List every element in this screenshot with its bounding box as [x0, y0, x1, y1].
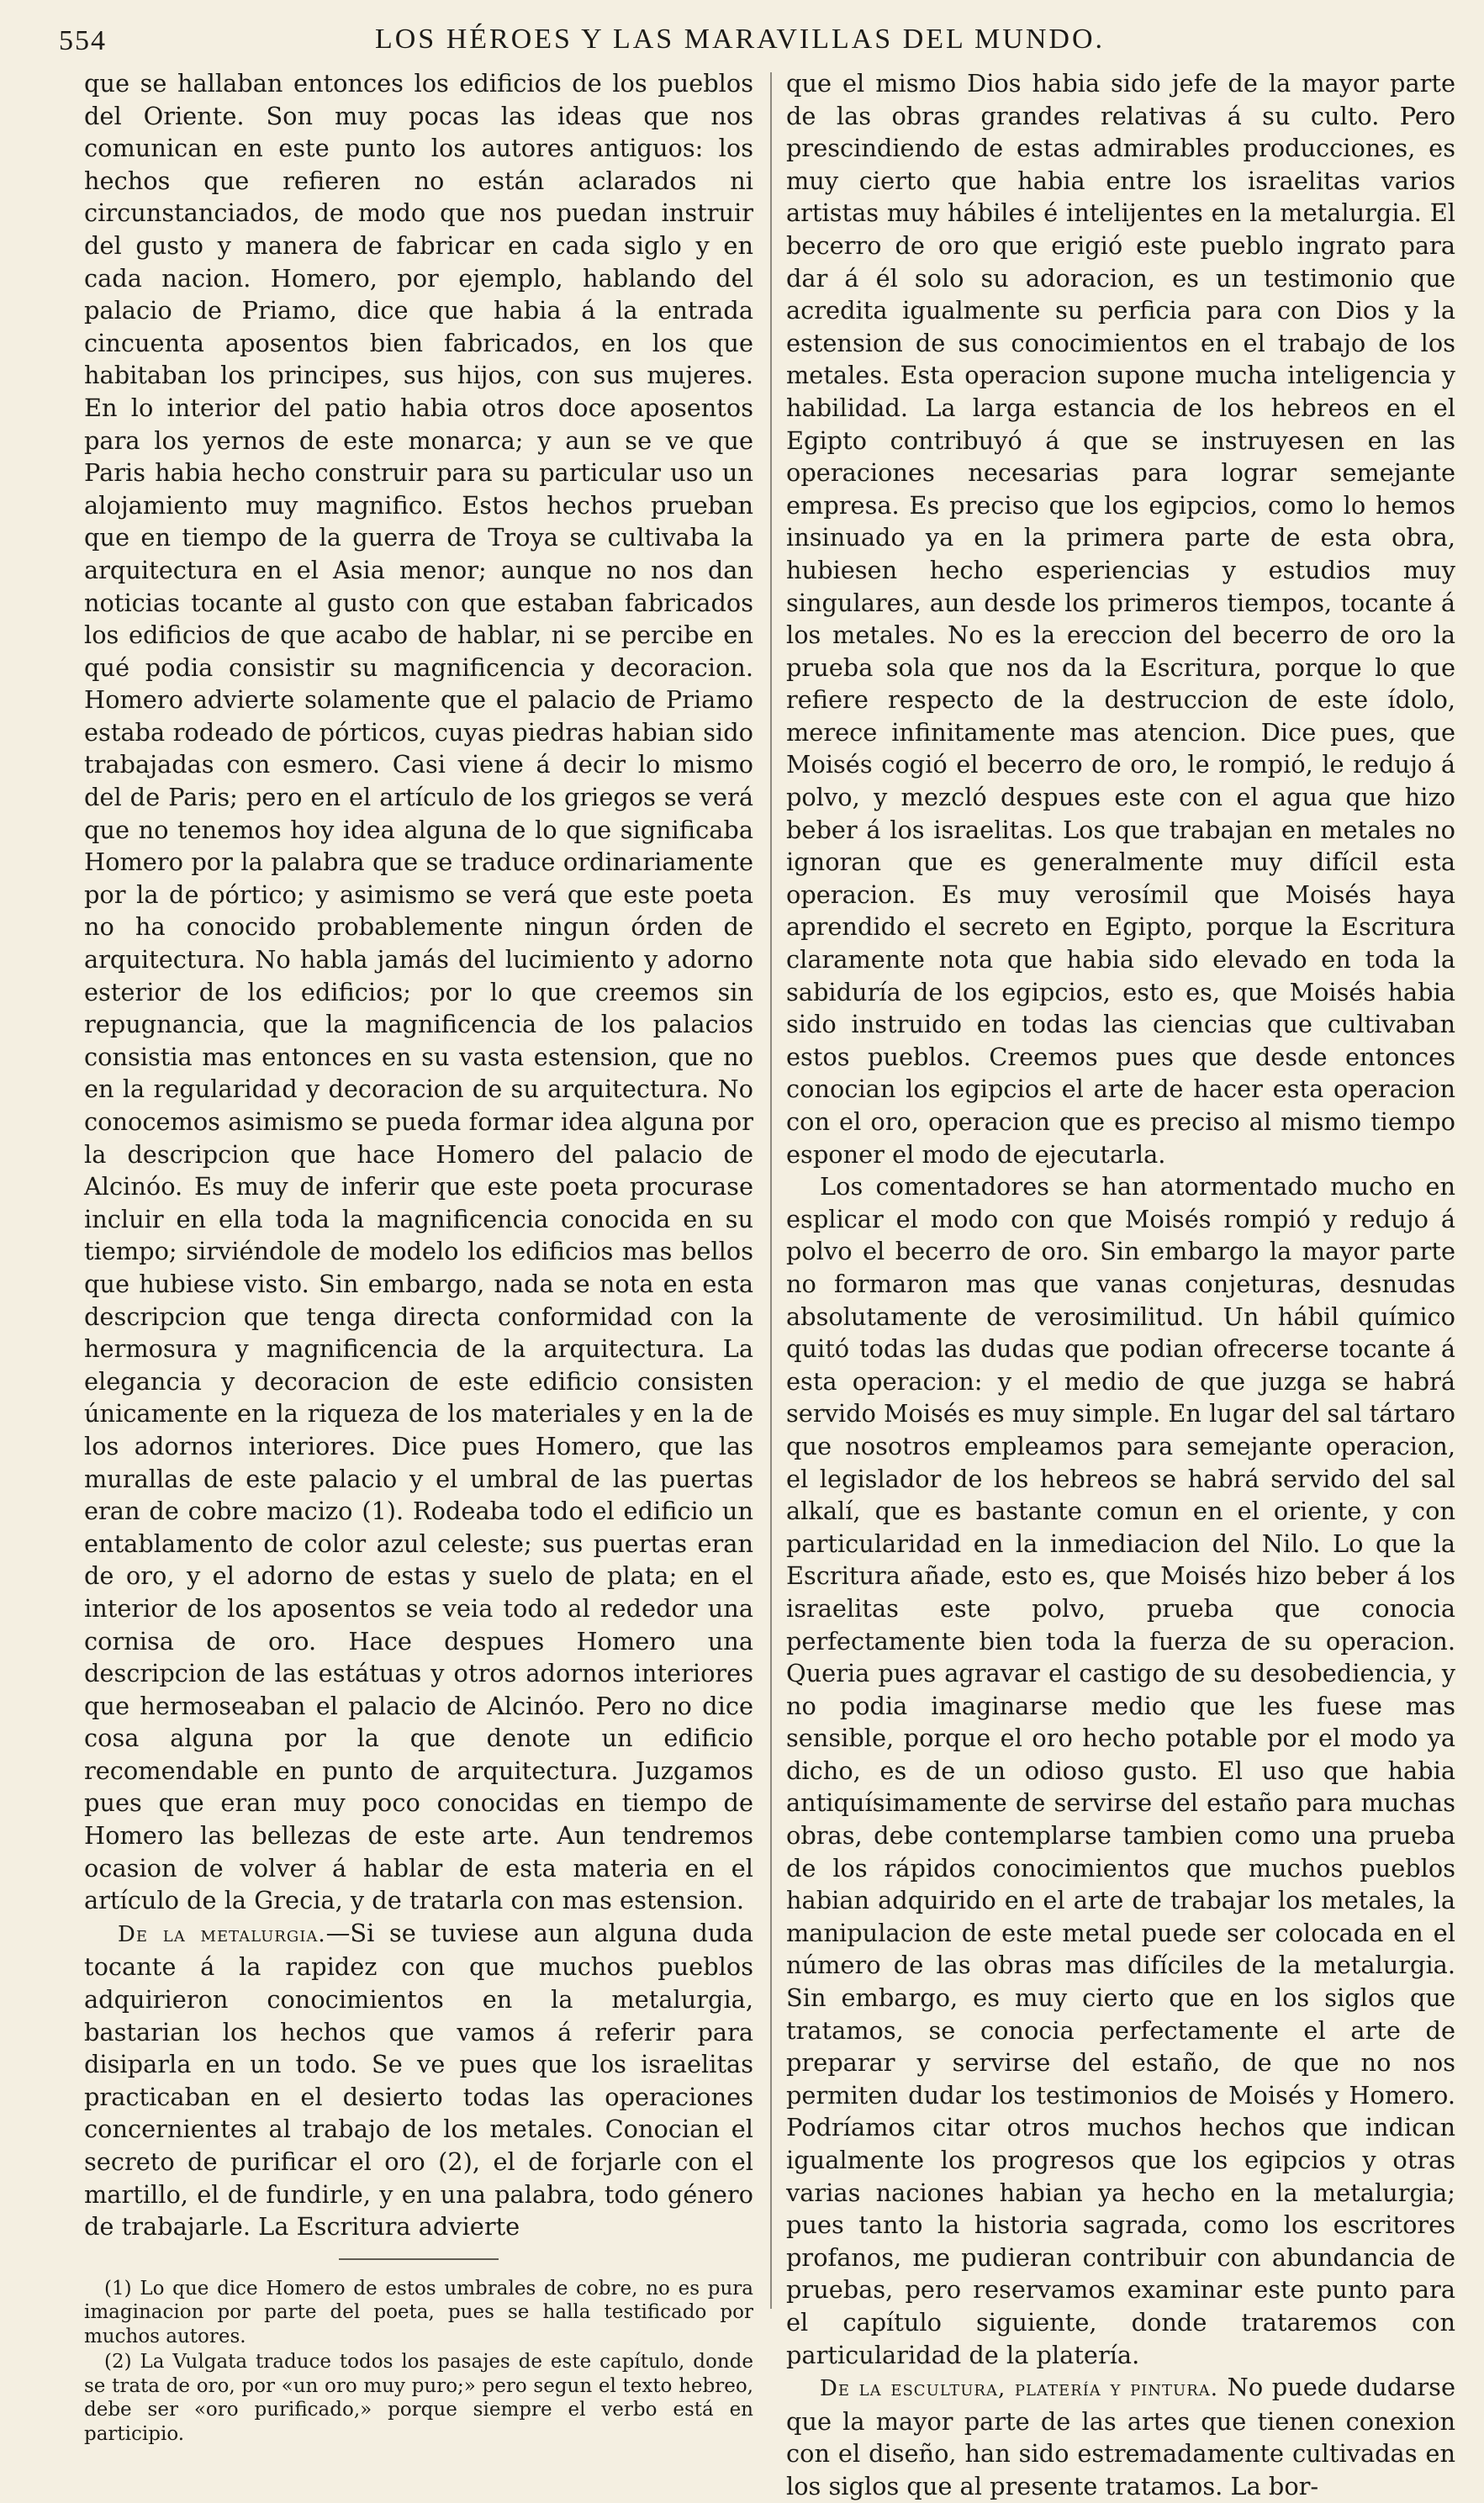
metalurgia-paragraph: [84, 1917, 753, 2243]
column-rule: [770, 72, 772, 2309]
footnote-1: (1) Lo que dice Homero de estos umbrales de cobre, no es pura imaginacion por parte del poeta, pues se halla testificado por muchos autores.: [84, 2277, 753, 2347]
right-paragraph-2: Los comentadores se han atormentado mucho en esplicar el modo con que Moisés rompió y redujo á polvo el becerro de oro. Sin embargo la mayor parte no formaron mas que vanas conjeturas, desnudas absolutamente de verosimilitud. Un hábil químico quitó todas las dudas que podian ofrecerse tocante á esta operacion: y el medio de que juzga se habrá servido Moisés es muy simple. En lugar del sal tártaro que nosotros empleamos para semejante operacion, el legislador de los hebreos se habrá servido del sal alkalí, que es bastante comun en el oriente, y con particularidad en la inmediacion del Nilo. Lo que la Escritura añade, esto es, que Moisés hizo beber á los israelitas este polvo, prueba que conocia perfectamente bien toda la fuerza de su operacion. Queria pues agravar el castigo de su desobediencia, y no podia imaginarse medio que les fuese mas sensible, porque el oro hecho potable por el modo ya dicho, es de un odioso gusto. El uso que habia antiquísimamente de servirse del estaño para muchas obras, debe contemplarse tambien como una prueba de los rápidos conocimientos que muchos pueblos habian adquirido en el arte de trabajar los metales, la manipulacion de este metal puede ser colocada en el número de las obras mas difíciles de la metalurgia. Sin embargo, es muy cierto que en los siglos que tratamos, se conocia perfectamente el arte de preparar y servirse del estaño, de que no nos permiten dudar los testimonios de Moisés y Homero. Podríamos citar otros muchos hechos que indican igualmente los progresos que los egipcios y otras varias naciones habian ya hecho en la metalurgia; pues tanto la historia sagrada, como los escritores profanos, me pudieran contribuir con abundancia de pruebas, pero reservamos examinar este punto para el capítulo siguiente, donde trataremos con particularidad de la platería.: [786, 1172, 1455, 2369]
section-head-escultura: De la escultura, platería y pintura.: [820, 2376, 1219, 2402]
escultura-text: No puede dudarse que la mayor parte de las artes que tienen conexion con el diseño, han sido estremadamente cultivadas en los siglos que al presente tratamos. La bor-: [786, 2373, 1455, 2500]
left-paragraph-1: que se hallaban entonces los edificios de los pueblos del Oriente. Son muy pocas las ideas que nos comunican en este punto los autores antiguos: los hechos que refieren no están aclarados ni circunstanciados, de modo que nos puedan instruir del gusto y manera de fabricar en cada siglo y en cada nacion. Homero, por ejemplo, hablando del palacio de Priamo, dice que habia á la entrada cincuenta aposentos bien fabricados, en los que habitaban los principes, sus hijos, con sus mujeres. En lo interior del patio habia otros doce aposentos para los yernos de este monarca; y aun se ve que Paris habia hecho construir para su particular uso un alojamiento muy magnifico. Estos hechos prueban que en tiempo de la guerra de Troya se cultivaba la arquitectura en el Asia menor; aunque no nos dan noticias tocante al gusto con que estaban fabricados los edificios de que acabo de hablar, ni se percibe en qué podia consistir su magnificencia y decoracion. Homero advierte solamente que el palacio de Priamo estaba rodeado de pórticos, cuyas piedras habian sido trabajadas con esmero. Casi viene á decir lo mismo del de Paris; pero en el artículo de los griegos se verá que no tenemos hoy idea alguna de lo que significaba Homero por la palabra que se traduce ordinariamente por la de pórtico; y asimismo se verá que este poeta no ha conocido probablemente ningun órden de arquitectura. No habla jamás del lucimiento y adorno esterior de los edificios; por lo que creemos sin repugnancia, que la magnificencia de los palacios consistia mas entonces en su vasta estension, que no en la regularidad y decoracion de su arquitectura. No conocemos asimismo se pueda formar idea alguna por la descripcion que hace Homero del palacio de Alcinóo. Es muy de inferir que este poeta procurase incluir en ella toda la magnificencia conocida en su tiempo; sirviéndole de modelo los edificios mas bellos que hubiese visto. Sin embargo, nada se nota en esta descripcion que tenga directa conformidad con la hermosura y magnificencia de la arquitectura. La elegancia y decoracion de este edificio consisten únicamente en la riqueza de los materiales y en la de los adornos interiores. Dice pues Homero, que las murallas de este palacio y el umbral de las puertas eran de cobre macizo (1). Rodeaba todo el edificio un entablamento de color azul celeste; sus puertas eran de oro, y el adorno de estas y suelo de plata; en el interior de los aposentos se veia todo al rededor una cornisa de oro. Hace despues Homero una descripcion de las estátuas y otros adornos interiores que hermoseaban el palacio de Alcinóo. Pero no dice cosa alguna por la que denote un edificio recomendable en punto de arquitectura. Juzgamos pues que eran muy poco conocidas en tiempo de Homero las bellezas de este arte. Aun tendremos ocasion de volver á hablar de esta materia en el artículo de la Grecia, y de tratarla con mas estension.: [84, 69, 753, 1915]
section-head-metalurgia: De la metalurgia.: [118, 1921, 326, 1947]
running-head: [59, 20, 1421, 62]
metalurgia-text: —Si se tuviese aun alguna duda tocante á la rapidez con que muchos pueblos adquirieron conocimientos en la metalurgia, bastarian los hechos que vamos á referir para disiparla en un todo. Se ve pues que los israelitas practicaban en el desierto todas las operaciones concernientes al trabajo de los metales. Conocian el secreto de purificar el oro (2), el de forjarle con el martillo, el de fundirle, y en una palabra, todo género de trabajarle. La Escritura advierte: [84, 1918, 753, 2242]
right-paragraph-1: que el mismo Dios habia sido jefe de la mayor parte de las obras grandes relativas á su culto. Pero prescindiendo de estas admirables producciones, es muy cierto que habia entre los israelitas varios artistas muy hábiles é intelijentes en la metalurgia. El becerro de oro que erigió este pueblo ingrato para dar á él solo su adoracion, es un testimonio que acredita igualmente su perficia para con Dios y la estension de sus conocimientos en el trabajo de los metales. Esta operacion supone mucha inteligencia y habilidad. La larga estancia de los hebreos en el Egipto contribuyó á que se instruyesen en las operaciones necesarias para lograr semejante empresa. Es preciso que los egipcios, como lo hemos insinuado ya en la primera parte de esta obra, hubiesen hecho esperiencias y estudios muy singulares, aun desde los primeros tiempos, tocante á los metales. No es la ereccion del becerro de oro la prueba sola que nos da la Escritura, porque lo que refiere respecto de la destruccion de este ídolo, merece infinitamente mas atencion. Dice pues, que Moisés cogió el becerro de oro, le rompió, le redujo á polvo, y mezcló despues este con el agua que hizo beber á los israelitas. Los que trabajan en metales no ignoran que es generalmente muy difícil esta operacion. Es muy verosímil que Moisés haya aprendido el secreto en Egipto, porque la Escritura claramente nota que habia sido elevado en toda la sabiduría de los egipcios, esto es, que Moisés habia sido instruido en todas las ciencias que cultivaban estos pueblos. Creemos pues que desde entonces conocian los egipcios el arte de hacer esta operacion con el oro, operacion que es preciso al mismo tiempo esponer el modo de ejecutarla.: [786, 69, 1455, 1169]
page-number: 554: [59, 25, 107, 56]
footnote-rule: [339, 2258, 499, 2260]
left-column: [84, 67, 753, 2445]
right-column: [786, 67, 1455, 2500]
footnotes: [84, 2277, 753, 2447]
escultura-paragraph: [786, 2371, 1455, 2502]
footnote-2: (2) La Vulgata traduce todos los pasajes de este capítulo, donde se trata de oro, por «un oro muy puro;» pero segun el texto hebreo, debe ser «oro purificado,» porque siempre el verbo está en participio.: [84, 2351, 753, 2445]
running-title: LOS HÉROES Y LAS MARAVILLAS DEL MUNDO.: [374, 24, 1105, 55]
